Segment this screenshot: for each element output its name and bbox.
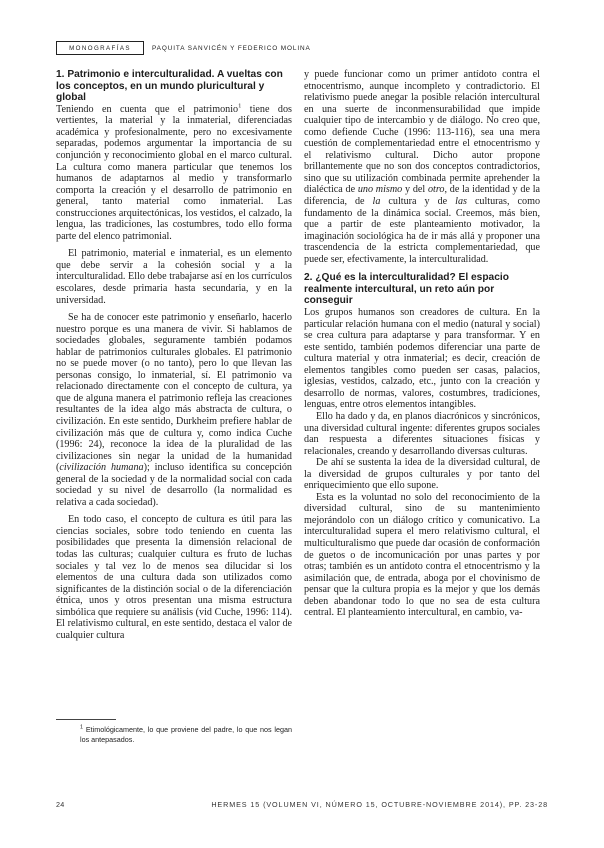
paragraph: De ahí se sustenta la idea de la diversidad cultural, de la diversidad de grupos culturales y por tanto del enriquecimiento que ello supone. (304, 457, 540, 492)
paragraph: Esta es la voluntad no solo del reconocimiento de la diversidad cultural, sino de su mantenimiento mejorándolo con un diálogo crítico y comunicativo. La interculturalidad supera el mero relativismo cultural, el multiculturalismo que puede dar ocasión de conformación de guetos o de incomunicación por unas partes y por otras; también es un antídoto contra el etnocentrismo y la asimilación que, de entrada, aboga por el chovinismo de pensar que la cultura propia es la mejor y que los demás deben abandonar todo lo que no sea de esta cultura central. El planteamiento intercultural, en cambio, va- (304, 491, 540, 619)
page-number: 24 (56, 800, 65, 809)
paragraph: El patrimonio, material e inmaterial, es un elemento que debe servir a la cohesión social y a la interculturalidad. Ello debe trabajarse así en los currículos escolares, desde primaria hasta secundaria, y en la universidad. (56, 248, 292, 306)
paragraph: Los grupos humanos son creadores de cultura. En la particular relación humana con el medio (natural y social) se crea cultura para adaptarse y para transformar. Y en este sentido, también podemos diferenciar una parte de cultura material y otra inmaterial; es decir, creación de elementos tangibles como pueden ser casas, palacios, iglesias, vestidos, calzado, etc., junto con la creación y desarrollo de normas, valores, costumbres, tradiciones, lenguas, entre otros elementos intangibles. (304, 307, 540, 411)
footnote-text: Etimológicamente, lo que proviene del padre, lo que nos legan los antepasados. (80, 725, 292, 744)
journal-citation: HERMES 15 (VOLUMEN VI, NÚMERO 15, OCTUBRE-NOVIEMBRE 2014), PP. 23-28 (211, 800, 548, 809)
section-label: MONOGRAFÍAS (56, 41, 144, 55)
paragraph: y puede funcionar como un primer antídoto contra el etnocentrismo, aunque incompleto y contradictorio. El relativismo puede anegar la posible relación intercultural en una suerte de inconmensurabilidad que impide cualquier tipo de intercambio y de diálogo. No creo que, como defiende Cuche (1996: 113-116), sea una mera cuestión de complementariedad entre el etnocentrismo y el relativismo cultural. Dicho autor propone brillantemente que no son dos conceptos contradictorios, sino que su utilización combinada permite aprehender la dialéctica de uno mismo y del otro, de la identidad y de la diferencia, de la cultura y de las culturas, como fundamento de la dinámica social. Creemos, más bien, que a partir de este planteamiento motivador, la imaginación sociológica ha de ir más allá y proponer una trascendencia de la estricta complementariedad, que puede ser, efectivamente, la interculturalidad. (304, 69, 541, 265)
footnote (80, 725, 292, 744)
footnote-divider (56, 719, 116, 720)
paragraph: Ello ha dado y da, en planos diacrónicos y sincrónicos, una diversidad cultural ingente: diferentes grupos sociales dan respuesta a diferentes situaciones físicas y relacionales, creando y desarrollando diversas culturas. (304, 411, 540, 457)
right-column (304, 69, 540, 619)
page-footer (56, 800, 548, 809)
running-authors: PAQUITA SANVICÉN Y FEDERICO MOLINA (152, 44, 311, 52)
footnote-number: 1 (80, 724, 84, 731)
paragraph: Teniendo en cuenta que el patrimonio$^1$ tiene dos vertientes, la material y la inmaterial, diferenciadas académica y profesionalmente, pero no excesivamente separadas, podemos argumentar la importancia de su conjunción y reconocimiento global en el marco cultural. La cultura como manera particular que tenemos los humanos de adaptarnos al medio y transformarlo comporta la creación y el desarrollo de patrimonio en general, tanto material como inmaterial. Las construcciones arquitectónicas, los vestidos, el calzado, la lengua, las tradiciones, las costumbres, todo ello forma parte del elenco patrimonial. (56, 102, 292, 242)
section-heading-1: 1. Patrimonio e interculturalidad. A vueltas con los conceptos, en un mundo pluricultural y global (56, 69, 283, 104)
section-heading-2: 2. ¿Qué es la interculturalidad? El espacio realmente intercultural, un reto aún por conseguir (304, 272, 509, 307)
left-column (56, 69, 292, 641)
footnote-ref: 1 (238, 102, 242, 110)
running-header (56, 41, 311, 55)
paragraph: Se ha de conocer este patrimonio y enseñarlo, hacerlo nuestro porque es una manera de vivir. Si hablamos de sociedades globales, seguramente también podamos hablar de patrimonios culturales globales. El patrimonio no se puede mover (o no tanto), pero lo que llevan las personas consigo, lo inmaterial, sí. El patrimonio va relacionado directamente con el concepto de cultura, ya que de alguna manera el patrimonio refleja las creaciones resultantes de la idea algo más abstracta de cultura, o civilización. En este sentido, Durkheim prefiere hablar de civilización más que de cultura y, como indica Cuche (1996: 24), reconoce la idea de la pluralidad de las civilizaciones sin negar la unidad de la humanidad (civilización humana); incluso identifica su concepción general de la sociedad y de la normalidad social con cada sociedad y su nivel de desarrollo (la normalidad es relativa a cada sociedad). (56, 312, 292, 508)
paragraph: En todo caso, el concepto de cultura es útil para las ciencias sociales, sobre todo teniendo en cuenta las posibilidades que presenta la dimensión relacional de todas las culturas; cualquier cultura es fruto de luchas sociales y tal vez lo de menos sea dilucidar si los elementos de una cultura dada son utilizados como significantes de la distinción social o de la diferenciación étnica, unos y otros presentan una misma estructura simbólica que requiere su análisis (vid Cuche, 1996: 114). El relativismo cultural, en este sentido, destaca el valor de cualquier cultura (56, 514, 292, 641)
